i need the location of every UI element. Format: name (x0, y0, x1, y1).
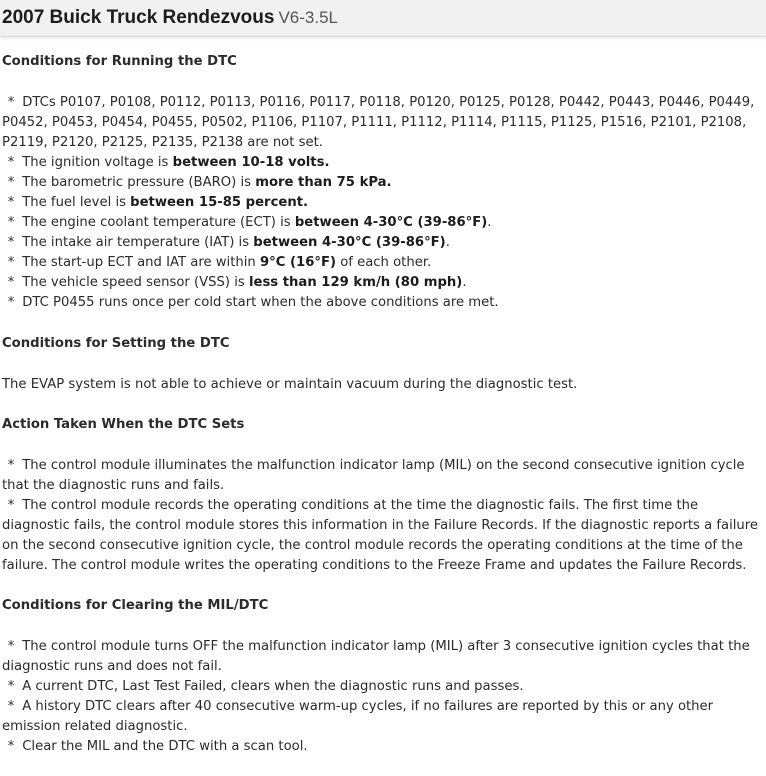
item-text: The barometric pressure (BARO) is (22, 175, 256, 190)
item-text: Clear the MIL and the DTC with a scan tool. (22, 739, 308, 754)
bullet-icon: * (7, 699, 15, 714)
list-item (2, 737, 764, 757)
item-text: The ignition voltage is (22, 155, 173, 170)
list-item (2, 697, 764, 737)
item-text: A history DTC clears after 40 consecutive warm-up cycles, if no failures are reported by this or any other emission related diagnostic. (2, 699, 714, 734)
list-item (2, 173, 764, 193)
bullet-icon: * (7, 95, 15, 110)
item-text: The control module illuminates the malfunction indicator lamp (MIL) on the second consecutive ignition cycle that the diagnostic runs and fails. (2, 458, 745, 493)
item-text: The control module records the operating conditions at the time the diagnostic fails. The first time the diagnostic fails, the control module stores this information in the Failure Records. If the diagnostic reports a failure on the second consecutive ignition cycle, the control module records the operating conditions at the time of the failure. The control module writes the operating conditions to the Freeze Frame and updates the Failure Records. (2, 498, 759, 573)
section-title-setting: Conditions for Setting the DTC (2, 336, 230, 351)
item-text: . (487, 215, 492, 230)
bullet-icon: * (7, 639, 15, 654)
section-title-clearing: Conditions for Clearing the MIL/DTC (2, 598, 269, 613)
item-value: between 4-30°C (39-86°F) (294, 215, 488, 230)
item-text: DTC P0455 runs once per cold start when the above conditions are met. (22, 295, 499, 310)
bullet-icon: * (7, 458, 15, 473)
vehicle-engine-label: V6-3.5L (278, 8, 338, 27)
bullet-icon: * (7, 739, 15, 754)
item-text: The fuel level is (22, 195, 131, 210)
bullet-icon: * (7, 155, 15, 170)
bullet-icon: * (7, 679, 15, 694)
item-value: between 4-30°C (39-86°F) (253, 235, 446, 250)
list-item (2, 93, 764, 153)
section-title-running: Conditions for Running the DTC (2, 54, 237, 69)
bullet-icon: * (7, 498, 15, 513)
bullet-icon: * (7, 275, 15, 290)
list-item (2, 233, 764, 253)
section-title-action: Action Taken When the DTC Sets (2, 417, 245, 432)
page-header (0, 0, 766, 37)
item-text: A current DTC, Last Test Failed, clears when the diagnostic runs and passes. (22, 679, 524, 694)
list-item (2, 153, 764, 173)
vehicle-model-title: 2007 Buick Truck Rendezvous (2, 7, 275, 28)
list-item (2, 253, 764, 273)
list-item (2, 193, 764, 213)
bullet-icon: * (7, 295, 15, 310)
setting-text: The EVAP system is not able to achieve or maintain vacuum during the diagnostic test. (2, 377, 578, 392)
item-value: less than 129 km/h (80 mph) (248, 275, 463, 290)
item-value: between 10-18 volts. (172, 155, 330, 170)
dtc-list-text: DTCs P0107, P0108, P0112, P0113, P0116, P0117, P0118, P0120, P0125, P0128, P0442, P0443, P0446, P0449, P0452, P0453, P0454, P0455, P0502, P1106, P1107, P1111, P1112, P1114, P1115, P1125, P1516, P2101, P2108, P2119, P2120, P2125, P2135, P2138 are not set. (2, 95, 755, 150)
list-item (2, 273, 764, 293)
list-item (2, 213, 764, 233)
bullet-icon: * (7, 235, 15, 250)
list-item (2, 637, 764, 677)
item-value: between 15-85 percent. (130, 195, 309, 210)
bullet-icon: * (7, 175, 15, 190)
item-value: more than 75 kPa. (255, 175, 392, 190)
item-text: . (445, 235, 450, 250)
item-text: The control module turns OFF the malfunction indicator lamp (MIL) after 3 consecutive ignition cycles that the diagnostic runs and does not fail. (2, 639, 750, 674)
item-text: The intake air temperature (IAT) is (22, 235, 254, 250)
item-text: . (462, 275, 467, 290)
item-value: 9°C (16°F) (259, 255, 337, 270)
item-text: of each other. (336, 255, 432, 270)
bullet-icon: * (7, 215, 15, 230)
list-item (2, 677, 764, 697)
document-content (0, 37, 766, 757)
bullet-icon: * (7, 195, 15, 210)
item-text: The vehicle speed sensor (VSS) is (22, 275, 249, 290)
list-item (2, 496, 764, 576)
list-item (2, 456, 764, 496)
item-text: The engine coolant temperature (ECT) is (22, 215, 295, 230)
item-text: The start-up ECT and IAT are within (22, 255, 260, 270)
list-item (2, 293, 764, 313)
bullet-icon: * (7, 255, 15, 270)
